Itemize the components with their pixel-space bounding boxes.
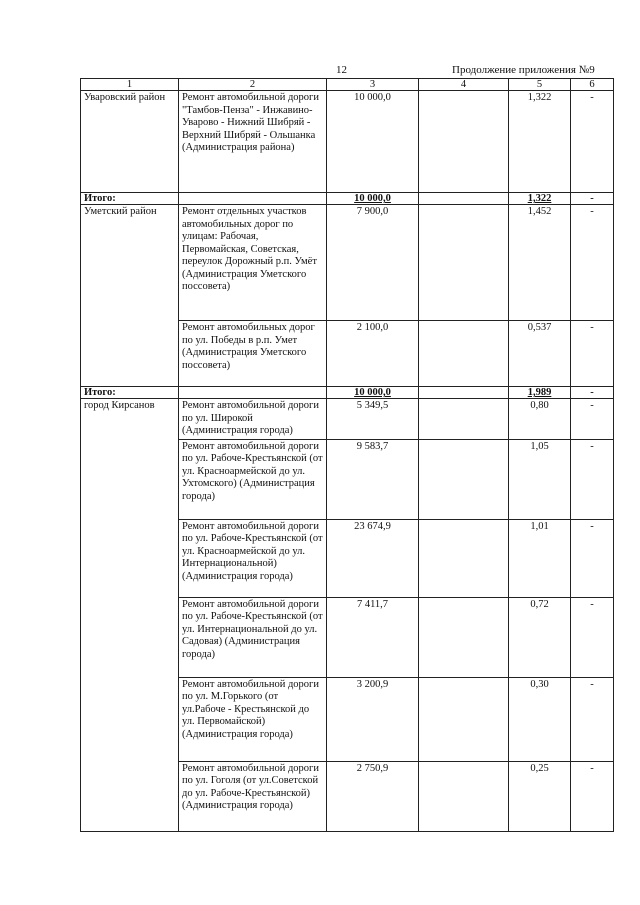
description-cell: Ремонт автомобильной дороги по ул. Рабоче-Крестьянской (от ул. Интернациональной до ул. Садовая) (Администрация города) bbox=[179, 597, 327, 677]
page-number: 12 bbox=[336, 64, 347, 76]
col6-cell: - bbox=[571, 677, 614, 761]
description-cell: Ремонт автомобильной дороги по ул. Рабоче-Крестьянской (от ул. Красноармейской до ул. Ухтомского) (Администрация города) bbox=[179, 439, 327, 519]
col6-cell: - bbox=[571, 439, 614, 519]
column-header-1: 1 bbox=[81, 79, 179, 91]
amount-cell: 23 674,9 bbox=[327, 519, 419, 597]
amount-cell: 5 349,5 bbox=[327, 399, 419, 440]
length-cell: 1,322 bbox=[509, 91, 571, 193]
table-row bbox=[81, 399, 614, 440]
description-cell: Ремонт автомобильной дороги по ул. М.Горького (от ул.Рабоче - Крестьянской до ул. Первомайской) (Администрация города) bbox=[179, 677, 327, 761]
amount-cell: 10 000,0 bbox=[327, 91, 419, 193]
column-header-4: 4 bbox=[419, 79, 509, 91]
amount-cell: 7 411,7 bbox=[327, 597, 419, 677]
total-col4 bbox=[419, 387, 509, 399]
col6-cell: - bbox=[571, 597, 614, 677]
column-number-row bbox=[81, 79, 614, 91]
total-row bbox=[81, 193, 614, 205]
total-col6: - bbox=[571, 193, 614, 205]
total-amount: 10 000,0 bbox=[327, 193, 419, 205]
description-cell: Ремонт автомобильной дороги по ул. Рабоче-Крестьянской (от ул. Красноармейской до ул. Интернациональной) (Администрация города) bbox=[179, 519, 327, 597]
total-length: 1,989 bbox=[509, 387, 571, 399]
district-cell: Уваровский район bbox=[81, 91, 179, 193]
district-cell: Уметский район bbox=[81, 205, 179, 387]
total-label: Итого: bbox=[81, 387, 179, 399]
description-cell: Ремонт автомобильной дороги по ул. Гоголя (от ул.Советской до ул. Рабоче-Крестьянской) (Администрация города) bbox=[179, 761, 327, 831]
col4-cell bbox=[419, 439, 509, 519]
length-cell: 0,537 bbox=[509, 321, 571, 387]
col4-cell bbox=[419, 321, 509, 387]
total-col4 bbox=[419, 193, 509, 205]
col4-cell bbox=[419, 677, 509, 761]
length-cell: 0,72 bbox=[509, 597, 571, 677]
amount-cell: 9 583,7 bbox=[327, 439, 419, 519]
col6-cell: - bbox=[571, 519, 614, 597]
col4-cell bbox=[419, 519, 509, 597]
description-cell: Ремонт автомобильной дороги "Тамбов-Пенза" - Инжавино-Уварово - Нижний Шибряй - Верхний Шибряй - Ольшанка (Администрация района) bbox=[179, 91, 327, 193]
col4-cell bbox=[419, 399, 509, 440]
amount-cell: 7 900,0 bbox=[327, 205, 419, 321]
length-cell: 0,80 bbox=[509, 399, 571, 440]
col6-cell: - bbox=[571, 399, 614, 440]
column-header-5: 5 bbox=[509, 79, 571, 91]
length-cell: 1,05 bbox=[509, 439, 571, 519]
amount-cell: 2 750,9 bbox=[327, 761, 419, 831]
description-cell: Ремонт отдельных участков автомобильных дорог по улицам: Рабочая, Первомайская, Советская, переулок Дорожный р.п. Умёт (Администрация Уметского поссовета) bbox=[179, 205, 327, 321]
district-cell: город Кирсанов bbox=[81, 399, 179, 832]
total-length: 1,322 bbox=[509, 193, 571, 205]
length-cell: 0,30 bbox=[509, 677, 571, 761]
amount-cell: 3 200,9 bbox=[327, 677, 419, 761]
table-row bbox=[81, 205, 614, 321]
total-row bbox=[81, 387, 614, 399]
total-label: Итого: bbox=[81, 193, 179, 205]
length-cell: 1,452 bbox=[509, 205, 571, 321]
description-cell: Ремонт автомобильной дороги по ул. Широкой (Администрация города) bbox=[179, 399, 327, 440]
table-row bbox=[81, 91, 614, 193]
col6-cell: - bbox=[571, 205, 614, 321]
col4-cell bbox=[419, 761, 509, 831]
continuation-label: Продолжение приложения №9 bbox=[452, 64, 595, 76]
col6-cell: - bbox=[571, 91, 614, 193]
length-cell: 0,25 bbox=[509, 761, 571, 831]
amount-cell: 2 100,0 bbox=[327, 321, 419, 387]
col6-cell: - bbox=[571, 761, 614, 831]
column-header-2: 2 bbox=[179, 79, 327, 91]
col4-cell bbox=[419, 597, 509, 677]
total-col6: - bbox=[571, 387, 614, 399]
column-header-3: 3 bbox=[327, 79, 419, 91]
length-cell: 1,01 bbox=[509, 519, 571, 597]
total-description-cell bbox=[179, 387, 327, 399]
col4-cell bbox=[419, 205, 509, 321]
col6-cell: - bbox=[571, 321, 614, 387]
column-header-6: 6 bbox=[571, 79, 614, 91]
roads-table bbox=[80, 78, 614, 832]
total-amount: 10 000,0 bbox=[327, 387, 419, 399]
description-cell: Ремонт автомобильных дорог по ул. Победы в р.п. Умет (Администрация Уметского поссовета) bbox=[179, 321, 327, 387]
total-description-cell bbox=[179, 193, 327, 205]
col4-cell bbox=[419, 91, 509, 193]
